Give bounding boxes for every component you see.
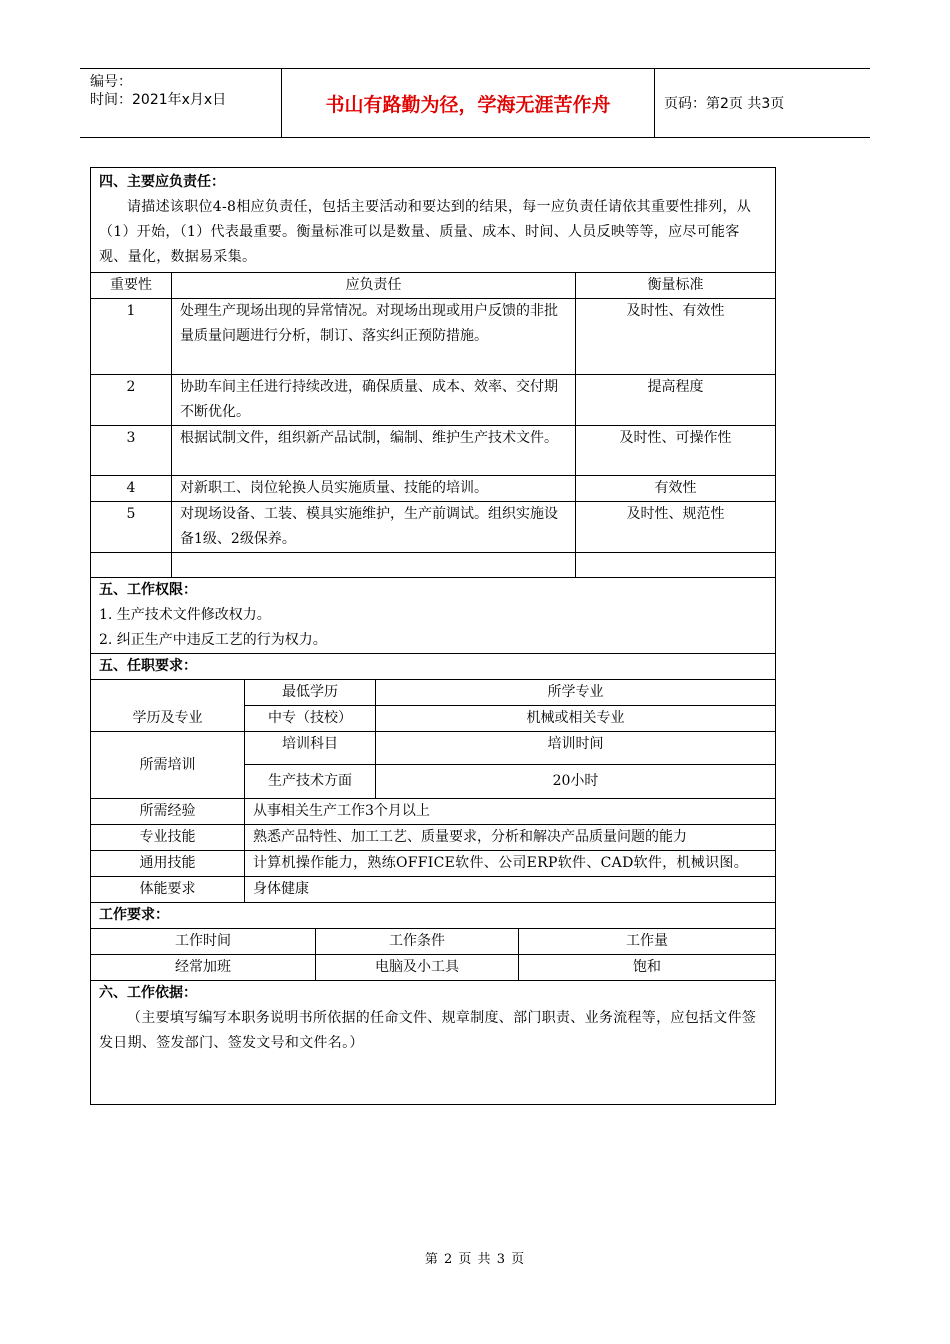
column-header-standard: 衡量标准 (576, 273, 776, 299)
training-label: 所需培训 (91, 732, 245, 799)
training-time-value: 20小时 (376, 765, 776, 799)
standard-cell: 及时性、有效性 (576, 299, 776, 375)
responsibilities-header-cell (91, 168, 776, 273)
general-skill-value: 计算机操作能力，熟练OFFICE软件、公司ERP软件、CAD软件，机械识图。 (245, 851, 776, 877)
authority-cell (91, 578, 776, 654)
standard-cell: 及时性、规范性 (576, 502, 776, 553)
standard-cell: 及时性、可操作性 (576, 426, 776, 476)
work-load-value: 饱和 (519, 955, 776, 981)
work-column-condition: 工作条件 (316, 929, 519, 955)
column-header-rank: 重要性 (91, 273, 172, 299)
empty-cell (172, 553, 576, 578)
pro-skill-value: 熟悉产品特性、加工工艺、质量要求，分析和解决产品质量问题的能力 (245, 825, 776, 851)
duty-cell: 处理生产现场出现的异常情况。对现场出现或用户反馈的非批量质量问题进行分析，制订、落实纠正预防措施。 (172, 299, 576, 375)
standard-cell: 提高程度 (576, 375, 776, 426)
empty-cell (576, 553, 776, 578)
major-header: 所学专业 (376, 680, 776, 706)
work-table (90, 903, 776, 1105)
authority-title: 五、工作权限： (99, 582, 197, 598)
training-time-header: 培训时间 (376, 732, 776, 765)
authority-item: 2. 纠正生产中违反工艺的行为权力。 (99, 632, 327, 648)
work-condition-value: 电脑及小工具 (316, 955, 519, 981)
document-number-label: 编号： (90, 74, 132, 90)
duty-cell: 协助车间主任进行持续改进，确保质量、成本、效率、交付期不断优化。 (172, 375, 576, 426)
duty-cell: 对新职工、岗位轮换人员实施质量、技能的培训。 (172, 476, 576, 502)
responsibilities-table (90, 167, 776, 680)
table-row (91, 426, 776, 476)
rank-cell: 2 (91, 375, 172, 426)
standard-cell: 有效性 (576, 476, 776, 502)
requirements-table (90, 680, 776, 903)
experience-label: 所需经验 (91, 799, 245, 825)
table-row (91, 375, 776, 426)
min-degree-value: 中专（技校） (245, 706, 376, 732)
major-value: 机械或相关专业 (376, 706, 776, 732)
header-meta (80, 69, 282, 137)
authority-item: 1. 生产技术文件修改权力。 (99, 607, 271, 623)
education-label: 学历及专业 (91, 680, 245, 732)
physical-value: 身体健康 (245, 877, 776, 903)
rank-cell: 5 (91, 502, 172, 553)
basis-title: 六、工作依据： (99, 985, 197, 1001)
header-page-info: 页码：第2页 共3页 (664, 96, 785, 112)
training-subject-header: 培训科目 (245, 732, 376, 765)
min-degree-header: 最低学历 (245, 680, 376, 706)
requirements-title: 五、任职要求： (91, 654, 776, 680)
work-column-time: 工作时间 (91, 929, 316, 955)
document-time-label: 时间：2021年x月x日 (90, 92, 227, 108)
general-skill-label: 通用技能 (91, 851, 245, 877)
table-row-empty (91, 553, 776, 578)
rank-cell: 1 (91, 299, 172, 375)
basis-cell (91, 981, 776, 1105)
header-motto: 书山有路勤为径，学海无涯苦作舟 (282, 69, 655, 137)
pro-skill-label: 专业技能 (91, 825, 245, 851)
section4-title: 四、主要应负责任： (99, 174, 225, 190)
section4-description: 请描述该职位4-8相应负责任，包括主要活动和要达到的结果，每一应负责任请依其重要性排列，从（1）开始，（1）代表最重要。衡量标准可以是数量、质量、成本、时间、人员反映等等，应尽可能客观、量化，数据易采集。 (99, 199, 752, 265)
table-row (91, 476, 776, 502)
training-subject-value: 生产技术方面 (245, 765, 376, 799)
rank-cell: 4 (91, 476, 172, 502)
column-header-duty: 应负责任 (172, 273, 576, 299)
duty-cell: 根据试制文件，组织新产品试制，编制、维护生产技术文件。 (172, 426, 576, 476)
table-row (91, 502, 776, 553)
basis-description: （主要填写编写本职务说明书所依据的任命文件、规章制度、部门职责、业务流程等，应包括文件签发日期、签发部门、签发文号和文件名。） (99, 1010, 757, 1051)
job-description-form (90, 167, 775, 1105)
rank-cell: 3 (91, 426, 172, 476)
work-column-load: 工作量 (519, 929, 776, 955)
duty-cell: 对现场设备、工装、模具实施维护，生产前调试。组织实施设备1级、2级保养。 (172, 502, 576, 553)
work-title: 工作要求： (91, 903, 776, 929)
work-time-value: 经常加班 (91, 955, 316, 981)
experience-value: 从事相关生产工作3个月以上 (245, 799, 776, 825)
physical-label: 体能要求 (91, 877, 245, 903)
page-header (80, 68, 870, 138)
page-footer: 第 2 页 共 3 页 (424, 1252, 526, 1267)
empty-cell (91, 553, 172, 578)
table-row (91, 299, 776, 375)
